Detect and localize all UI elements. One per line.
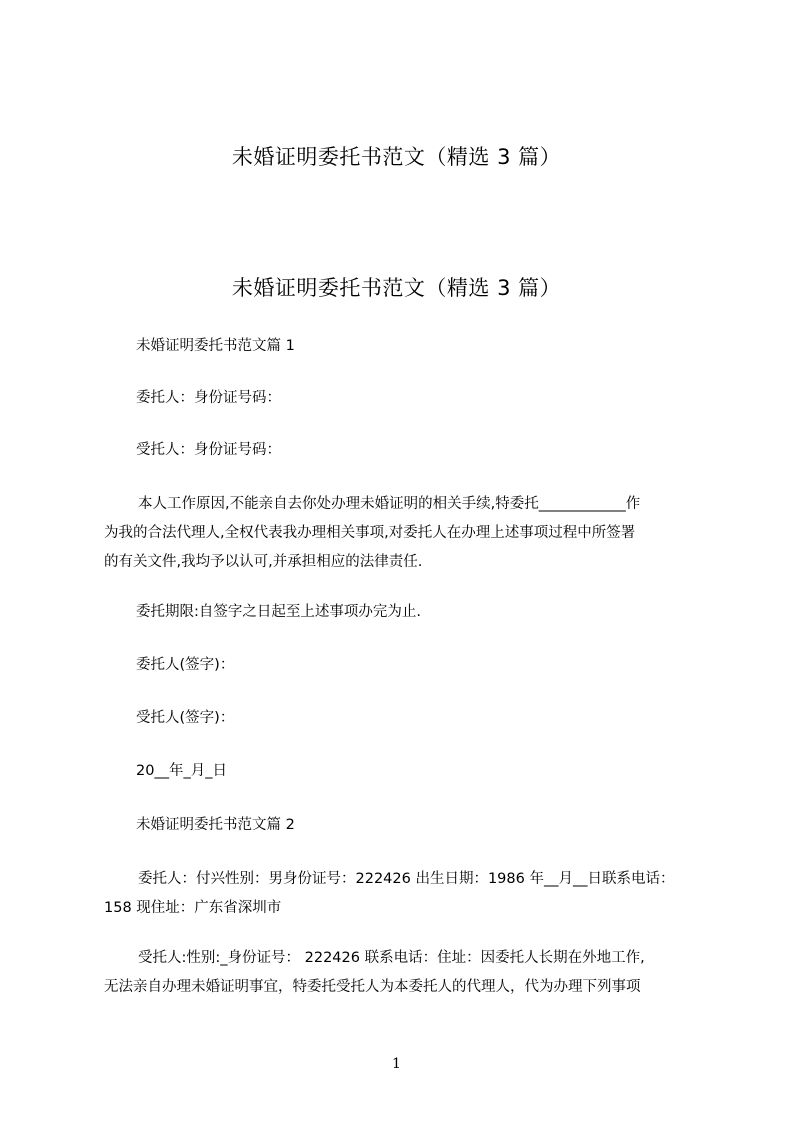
section1-body [104, 490, 700, 577]
section2-principal [104, 865, 700, 923]
section1-body-line1: 本人工作原因,不能亲自去你处办理未婚证明的相关手续,特委托____________作 [138, 496, 641, 512]
section1-agent: 受托人：身份证号码： [136, 442, 281, 458]
section1-date: 20__年_月_日 [136, 763, 227, 779]
section2-agent [104, 944, 700, 1002]
section1-agent-sign: 受托人(签字)： [136, 710, 235, 726]
section1-heading: 未婚证明委托书范文篇 1 [136, 338, 295, 354]
section1-term: 委托期限:自签字之日起至上述事项办完为止. [136, 604, 421, 620]
section2-heading: 未婚证明委托书范文篇 2 [136, 817, 295, 833]
section1-body-line3: 的有关文件,我均予以认可,并承担相应的法律责任. [104, 554, 423, 570]
section1-principal-sign: 委托人(签字)： [136, 657, 235, 673]
section2-agent-line1: 受托人:性别:_身份证号： 222426 联系电话：住址：因委托人长期在外地工作, [138, 950, 645, 966]
section2-principal-line2: 158 现住址：广东省深圳市 [104, 900, 282, 916]
page-number: 1 [392, 1056, 401, 1072]
section2-agent-line2: 无法亲自办理未婚证明事宜，特委托受托人为本委托人的代理人，代为办理下列事项 [104, 979, 641, 995]
cover-title: 未婚证明委托书范文（精选 3 篇） [231, 145, 562, 169]
section1-principal: 委托人：身份证号码： [136, 390, 281, 406]
main-title: 未婚证明委托书范文（精选 3 篇） [231, 276, 562, 300]
section1-body-line2: 为我的合法代理人,全权代表我办理相关事项,对委托人在办理上述事项过程中所签署 [104, 525, 636, 541]
section2-principal-line1: 委托人：付兴性别：男身份证号：222426 出生日期：1986 年__月__日联系电话： [138, 871, 675, 887]
